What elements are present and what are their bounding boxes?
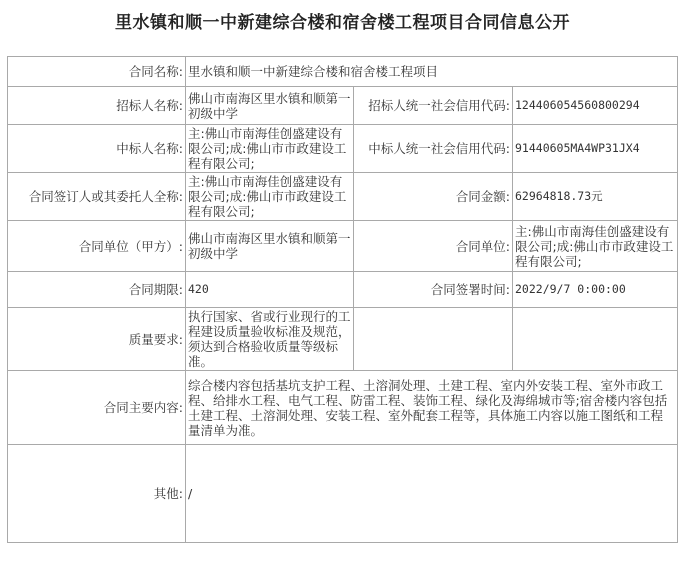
content-value: 综合楼内容包括基坑支护工程、土溶洞处理、土建工程、室内外安装工程、室外市政工程、给排水工程、电气工程、防雷工程、装饰工程、绿化及海绵城市等;宿舍楼内容包括土建工程、土溶洞处理、安装工程、室外配套工程等，具体施工内容以施工图纸和工程量清单为准。 xyxy=(186,371,678,445)
winner-code-label: 中标人统一社会信用代码: xyxy=(354,125,513,173)
party-a-label: 合同单位（甲方）: xyxy=(8,221,186,272)
winner-label: 中标人名称: xyxy=(8,125,186,173)
signer-value: 主:佛山市南海佳创盛建设有限公司;成:佛山市市政建设工程有限公司; xyxy=(186,173,354,221)
table-row xyxy=(8,221,678,272)
empty-cell xyxy=(513,308,678,371)
period-label: 合同期限: xyxy=(8,272,186,308)
page-title: 里水镇和顺一中新建综合楼和宿舍楼工程项目合同信息公开 xyxy=(115,13,570,33)
contract-info-table xyxy=(7,56,678,543)
period-value: 420 xyxy=(186,272,354,308)
winner-value: 主:佛山市南海佳创盛建设有限公司;成:佛山市市政建设工程有限公司; xyxy=(186,125,354,173)
tenderer-code-value: 124406054560800294 xyxy=(513,87,678,125)
contract-unit-label: 合同单位: xyxy=(354,221,513,272)
other-label: 其他: xyxy=(8,445,186,543)
tenderer-label: 招标人名称: xyxy=(8,87,186,125)
table-row xyxy=(8,57,678,87)
quality-value: 执行国家、省或行业现行的工程建设质量验收标准及规范，须达到合格验收质量等级标准。 xyxy=(186,308,354,371)
tenderer-value: 佛山市南海区里水镇和顺第一初级中学 xyxy=(186,87,354,125)
table-row xyxy=(8,173,678,221)
content-label: 合同主要内容: xyxy=(8,371,186,445)
quality-label: 质量要求: xyxy=(8,308,186,371)
contract-name-label: 合同名称: xyxy=(8,57,186,87)
table-row xyxy=(8,308,678,371)
empty-cell xyxy=(354,308,513,371)
tenderer-code-label: 招标人统一社会信用代码: xyxy=(354,87,513,125)
signer-label: 合同签订人或其委托人全称: xyxy=(8,173,186,221)
table-row xyxy=(8,371,678,445)
amount-label: 合同金额: xyxy=(354,173,513,221)
amount-value: 62964818.73元 xyxy=(513,173,678,221)
table-row xyxy=(8,272,678,308)
party-a-value: 佛山市南海区里水镇和顺第一初级中学 xyxy=(186,221,354,272)
table-row xyxy=(8,445,678,543)
winner-code-value: 91440605MA4WP31JX4 xyxy=(513,125,678,173)
contract-unit-value: 主:佛山市南海佳创盛建设有限公司;成:佛山市市政建设工程有限公司; xyxy=(513,221,678,272)
sign-time-value: 2022/9/7 0:00:00 xyxy=(513,272,678,308)
other-value: / xyxy=(186,445,678,543)
table-row xyxy=(8,125,678,173)
table-row xyxy=(8,87,678,125)
contract-name-value: 里水镇和顺一中新建综合楼和宿舍楼工程项目 xyxy=(186,57,678,87)
sign-time-label: 合同签署时间: xyxy=(354,272,513,308)
